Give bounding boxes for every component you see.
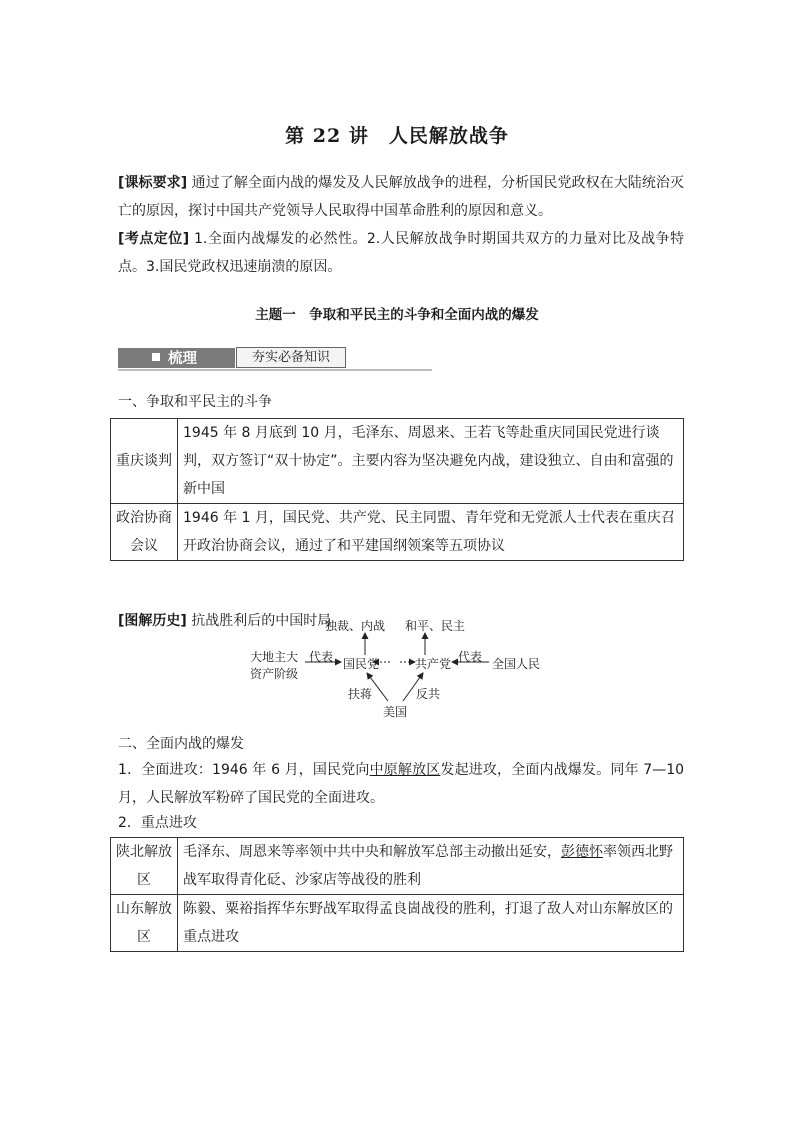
bourgeoisie-node-line2: 资产阶级 xyxy=(250,667,299,681)
point1-paragraph xyxy=(118,756,684,812)
curriculum-requirements xyxy=(118,169,684,225)
theme-title: 主题一 争取和平民主的斗争和全面内战的爆发 xyxy=(255,307,539,323)
situation-diagram xyxy=(245,615,555,720)
table-row xyxy=(111,838,684,895)
row-label: 重庆谈判 xyxy=(111,419,178,504)
peace-struggle-table xyxy=(110,418,684,561)
table-row xyxy=(111,895,684,952)
ccp-node: 共产党 xyxy=(415,657,452,671)
page-title: 第 22 讲 人民解放战争 xyxy=(285,125,509,147)
row-content-before: 陈毅、粟裕指挥华东野战军取得孟良崮战役的胜利，打退了敌人对山东解放区的重点进攻 xyxy=(183,901,673,945)
point2-heading: 2．重点进攻 xyxy=(118,815,197,831)
exam-focus xyxy=(118,225,684,281)
peace-democracy-node: 和平、民主 xyxy=(405,619,466,633)
row-content: 1946 年 1 月，国民党、共产党、民主同盟、青年党和无党派人士代表在重庆召开政治协商会议，通过了和平建国纲领案等五项协议 xyxy=(178,504,684,561)
bourgeoisie-node-line1: 大地主大 xyxy=(250,650,299,664)
section2-heading: 二、全面内战的爆发 xyxy=(118,736,244,752)
requirements-text: 通过了解全面内战的爆发及人民解放战争的进程，分析国民党政权在大陆统治灭亡的原因，探讨中国共产党领导人民取得中国革命胜利的原因和意义。 xyxy=(118,175,684,219)
row-content xyxy=(178,895,684,952)
row-content: 1945 年 8 月底到 10 月，毛泽东、周恩来、王若飞等赴重庆同国民党进行谈判，双方签订“双十协定”。主要内容为坚决避免内战，建设独立、自由和富强的新中国 xyxy=(178,419,684,504)
table-row xyxy=(111,504,684,561)
kmt-node: 国民党 xyxy=(343,657,380,671)
row-content-before: 毛泽东、周恩来等率领中共中央和解放军总部主动撤出延安， xyxy=(183,844,561,860)
key-offensive-table xyxy=(110,837,684,952)
represent-label-left: 代表 xyxy=(309,650,334,664)
section-banner xyxy=(118,346,432,372)
diagram-title: 抗战胜利后的中国时局 xyxy=(186,613,332,629)
row-label: 政治协商会议 xyxy=(111,504,178,561)
banner-label: 梳理 xyxy=(168,351,197,367)
diagram-tag: [图解历史] xyxy=(118,613,187,629)
row-content-underlined: 彭德怀 xyxy=(561,844,603,860)
focus-text: 1.全面内战爆发的必然性。2.人民解放战争时期国共双方的力量对比及战争特点。3.国民党政权迅速崩溃的原因。 xyxy=(118,231,684,275)
banner-subtitle: 夯实必备知识 xyxy=(236,347,346,368)
represent-label-right: 代表 xyxy=(458,650,483,664)
square-bullet-icon xyxy=(152,353,160,361)
row-content-after: 率领西北野战军取得青化砭、沙家店等战役的胜利 xyxy=(183,844,673,888)
anti-communist-label: 反共 xyxy=(416,687,441,701)
point1-prefix: 1．全面进攻：1946 年 6 月，国民党向 xyxy=(118,762,370,778)
row-content xyxy=(178,838,684,895)
usa-node: 美国 xyxy=(383,705,408,719)
people-node: 全国人民 xyxy=(492,657,541,671)
section1-heading: 一、争取和平民主的斗争 xyxy=(118,394,272,410)
dictatorship-civil-war-node: 独裁、内战 xyxy=(325,619,386,633)
banner-underline xyxy=(118,369,432,371)
support-chiang-label: 扶蒋 xyxy=(348,687,373,701)
table-row xyxy=(111,419,684,504)
point1-suffix: 发起进攻，全面内战爆发。同年 7—10 月，人民解放军粉碎了国民党的全面进攻。 xyxy=(118,762,685,806)
point1-underlined: 中原解放区 xyxy=(369,762,441,778)
row-label: 陕北解放区 xyxy=(111,838,178,895)
requirements-tag: [课标要求] xyxy=(118,175,188,191)
focus-tag: [考点定位] xyxy=(118,231,190,247)
row-label: 山东解放区 xyxy=(111,895,178,952)
